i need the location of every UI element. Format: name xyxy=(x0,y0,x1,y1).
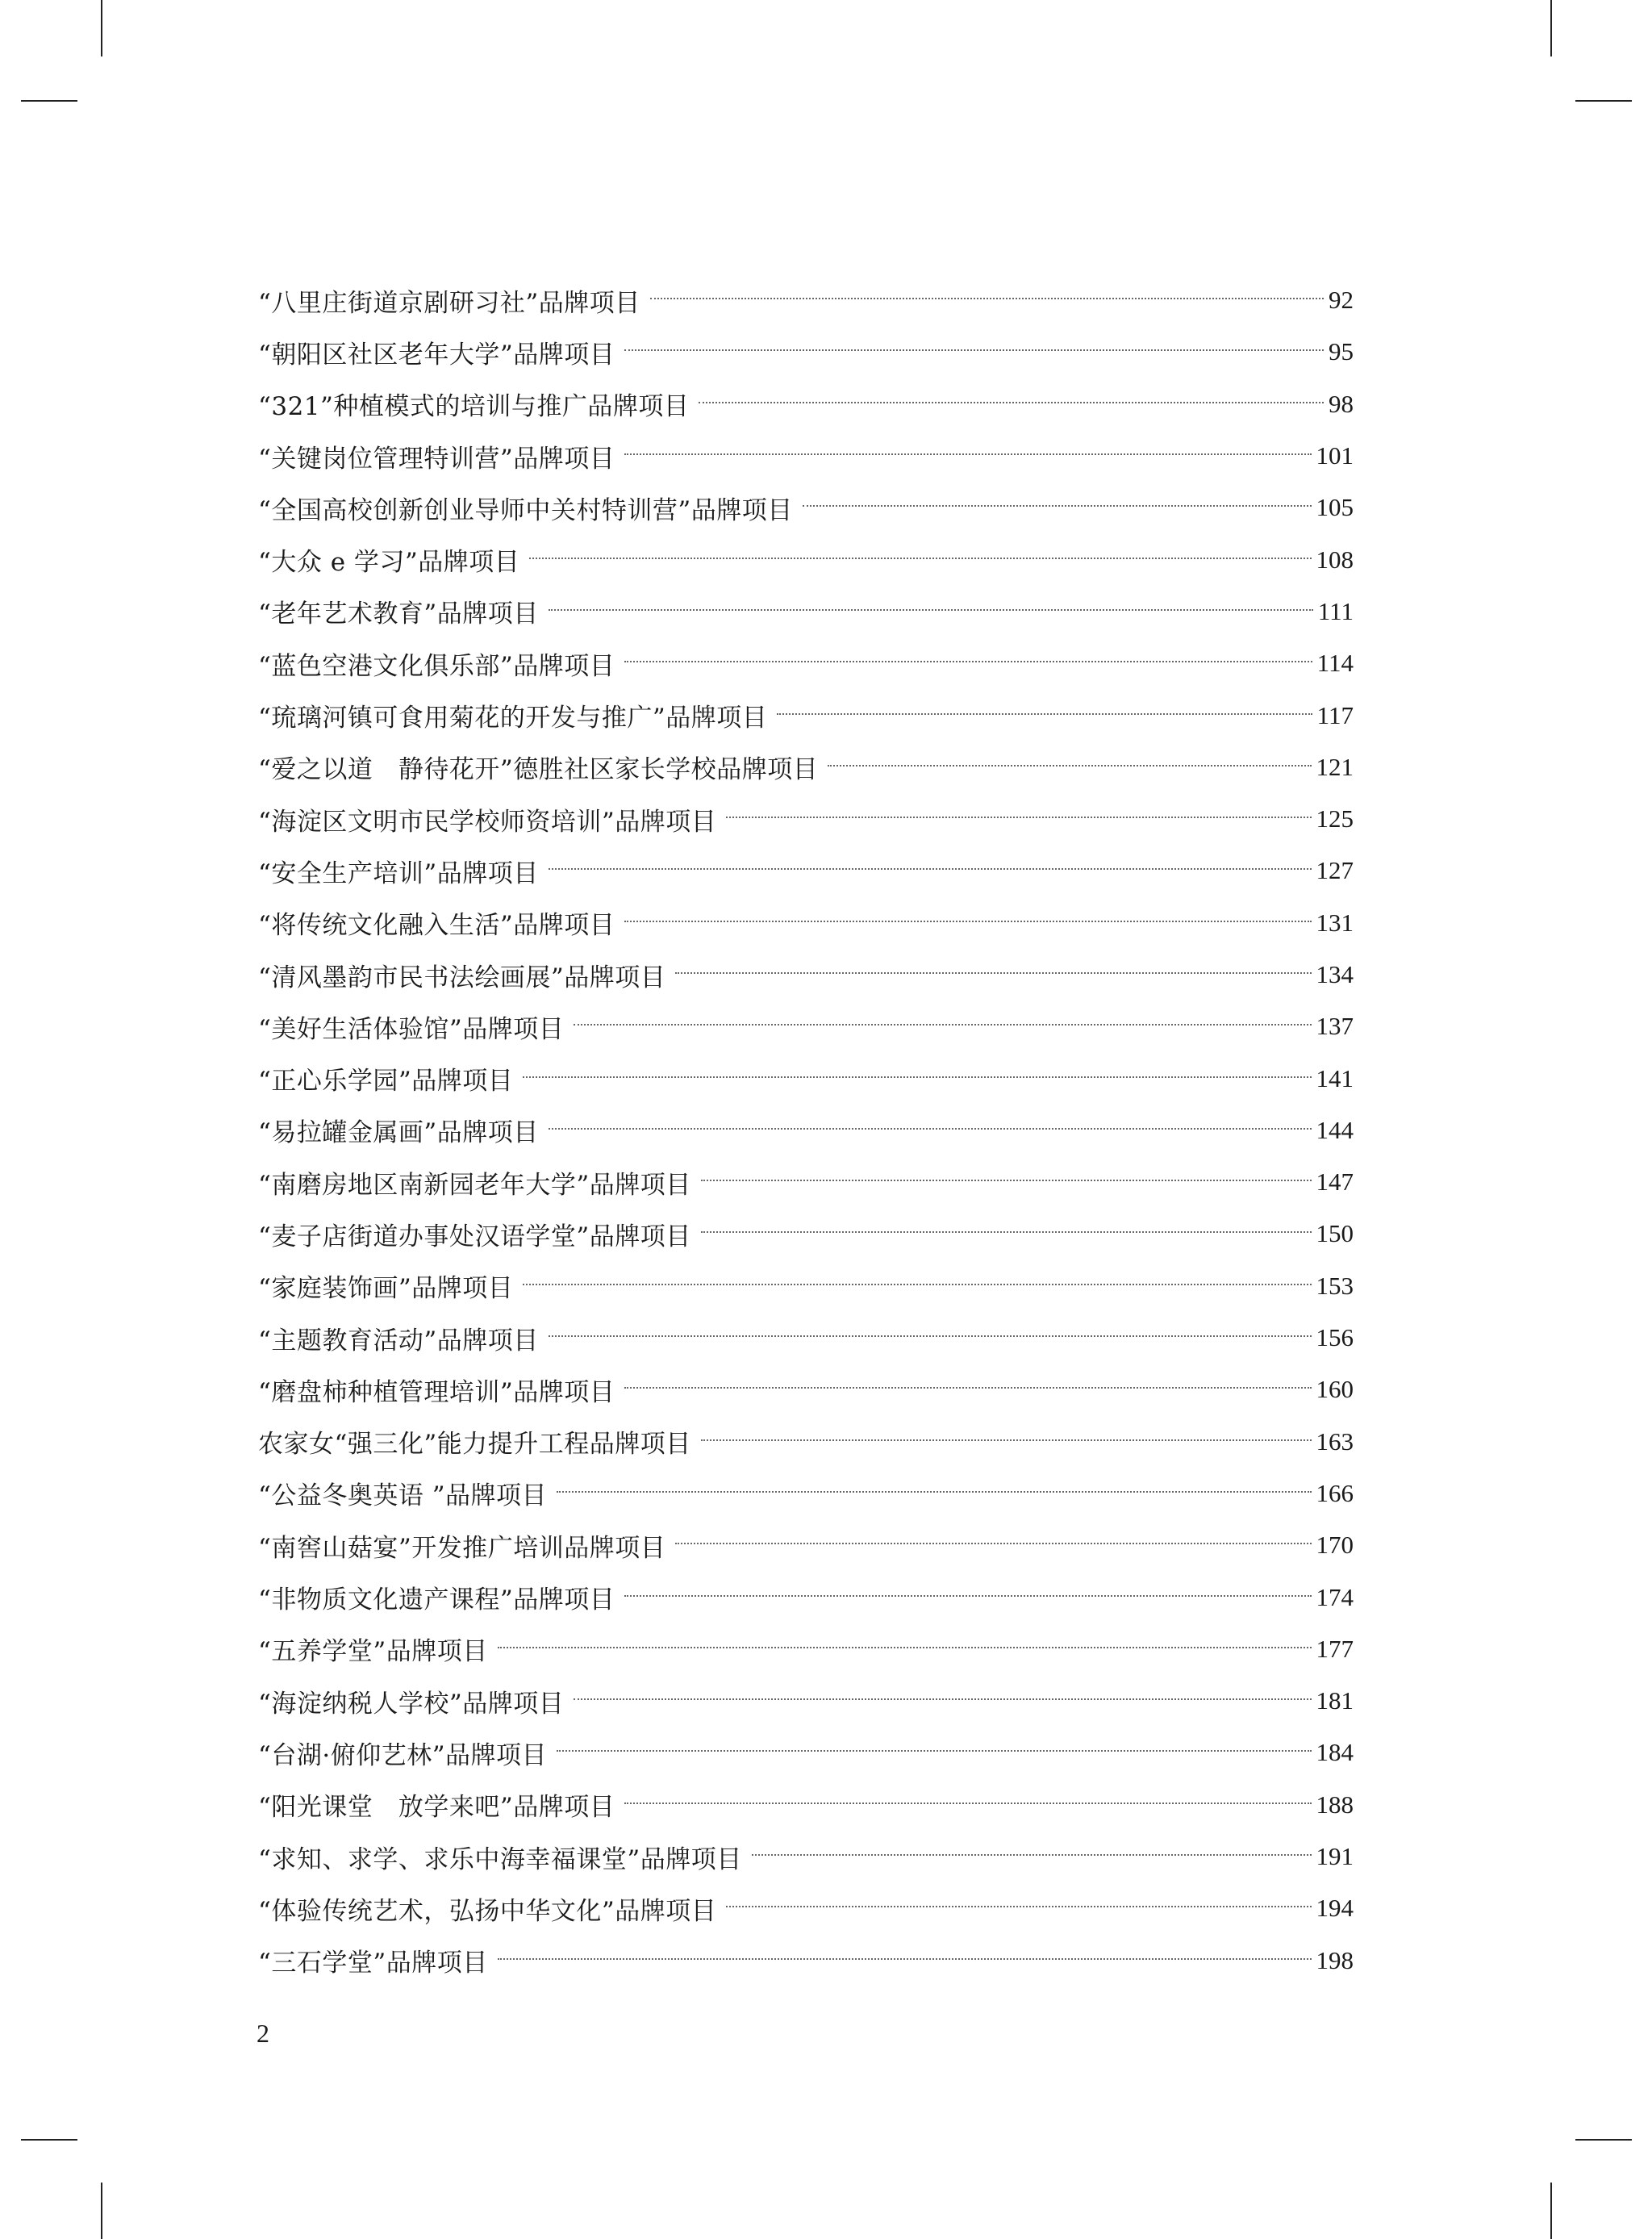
toc-entry-page: 147 xyxy=(1316,1168,1354,1197)
toc-entry-title: “家庭装饰画”品牌项目 xyxy=(258,1274,514,1304)
toc-entry[interactable] xyxy=(258,1000,1354,1052)
toc-entry-page: 121 xyxy=(1316,752,1354,781)
toc-entry-page: 114 xyxy=(1316,649,1354,678)
toc-entry-title: “清风墨韵市民书法绘画展”品牌项目 xyxy=(258,963,666,992)
toc-entry-page: 170 xyxy=(1316,1531,1354,1560)
toc-entry-title: “阳光课堂 放学来吧”品牌项目 xyxy=(258,1793,615,1823)
toc-entry-page: 188 xyxy=(1316,1790,1354,1819)
toc-entry[interactable] xyxy=(258,1156,1354,1208)
toc-entry-title: “321”种植模式的培训与推广品牌项目 xyxy=(258,392,690,422)
toc-dot-leader xyxy=(624,1595,1311,1597)
toc-dot-leader xyxy=(624,921,1311,922)
toc-dot-leader xyxy=(549,1128,1312,1130)
toc-entry[interactable] xyxy=(258,1623,1354,1675)
toc-dot-leader xyxy=(726,1906,1311,1907)
toc-entry-title: “将传统文化融入生活”品牌项目 xyxy=(258,911,615,941)
toc-entry[interactable] xyxy=(258,1519,1354,1571)
toc-entry[interactable] xyxy=(258,1935,1354,1986)
toc-entry-title: “老年艺术教育”品牌项目 xyxy=(258,599,539,629)
toc-entry[interactable] xyxy=(258,741,1354,793)
toc-entry-page: 108 xyxy=(1316,545,1354,574)
toc-entry-title: “求知、求学、求乐中海幸福课堂”品牌项目 xyxy=(258,1844,742,1874)
crop-mark-top-left xyxy=(101,0,102,56)
toc-entry-page: 153 xyxy=(1316,1271,1354,1300)
toc-entry-page: 194 xyxy=(1316,1894,1354,1923)
toc-entry-page: 101 xyxy=(1316,441,1354,470)
table-of-contents xyxy=(258,274,1354,1986)
toc-entry[interactable] xyxy=(258,378,1354,430)
toc-entry-page: 163 xyxy=(1316,1427,1354,1456)
toc-entry-page: 127 xyxy=(1316,856,1354,885)
toc-entry-page: 125 xyxy=(1316,804,1354,833)
toc-entry-title: “海淀纳税人学校”品牌项目 xyxy=(258,1689,565,1719)
toc-entry-title: “海淀区文明市民学校师资培训”品牌项目 xyxy=(258,807,717,837)
toc-entry[interactable] xyxy=(258,1052,1354,1104)
toc-entry[interactable] xyxy=(258,274,1354,326)
toc-entry-page: 95 xyxy=(1329,337,1354,366)
crop-mark-top-right xyxy=(1550,0,1552,56)
toc-entry-title: “八里庄街道京剧研习社”品牌项目 xyxy=(258,288,640,318)
toc-dot-leader xyxy=(549,868,1312,870)
toc-entry-title: “五养学堂”品牌项目 xyxy=(258,1637,488,1667)
crop-mark-bottom-left xyxy=(21,2139,77,2141)
toc-dot-leader xyxy=(529,558,1311,559)
toc-entry-title: “朝阳区社区老年大学”品牌项目 xyxy=(258,340,615,370)
toc-entry-title: “琉璃河镇可食用菊花的开发与推广”品牌项目 xyxy=(258,704,768,733)
toc-entry-title: “南磨房地区南新园老年大学”品牌项目 xyxy=(258,1170,691,1200)
toc-entry-page: 177 xyxy=(1316,1634,1354,1663)
toc-entry-title: “三石学堂”品牌项目 xyxy=(258,1949,488,1978)
crop-mark-bottom-right xyxy=(1575,2139,1632,2141)
toc-entry-page: 174 xyxy=(1316,1582,1354,1611)
toc-entry[interactable] xyxy=(258,793,1354,845)
toc-entry-title: “公益冬奥英语 ”品牌项目 xyxy=(258,1481,548,1511)
toc-entry[interactable] xyxy=(258,326,1354,378)
toc-entry-title: “关键岗位管理特训营”品牌项目 xyxy=(258,444,615,474)
toc-entry[interactable] xyxy=(258,1675,1354,1727)
toc-entry-page: 117 xyxy=(1316,700,1354,729)
toc-entry-page: 105 xyxy=(1316,493,1354,522)
toc-dot-leader xyxy=(557,1750,1311,1752)
toc-dot-leader xyxy=(624,1802,1311,1804)
toc-entry[interactable] xyxy=(258,1882,1354,1934)
toc-entry[interactable] xyxy=(258,1571,1354,1623)
toc-dot-leader xyxy=(828,765,1311,767)
toc-entry-page: 98 xyxy=(1329,389,1354,418)
toc-entry-title: 农家女“强三化”能力提升工程品牌项目 xyxy=(258,1430,691,1460)
toc-entry-title: “爱之以道 静待花开”德胜社区家长学校品牌项目 xyxy=(258,755,819,785)
toc-entry[interactable] xyxy=(258,1364,1354,1415)
toc-dot-leader xyxy=(523,1284,1311,1285)
crop-mark-bottom-right xyxy=(1550,2183,1552,2239)
toc-dot-leader xyxy=(624,349,1324,351)
toc-dot-leader xyxy=(557,1491,1311,1493)
toc-entry[interactable] xyxy=(258,482,1354,533)
toc-entry-page: 156 xyxy=(1316,1323,1354,1352)
toc-entry-title: “易拉罐金属画”品牌项目 xyxy=(258,1118,539,1148)
toc-entry[interactable] xyxy=(258,897,1354,949)
toc-dot-leader xyxy=(777,713,1312,715)
toc-dot-leader xyxy=(549,609,1313,611)
toc-entry[interactable] xyxy=(258,1208,1354,1259)
toc-entry-title: “体验传统艺术，弘扬中华文化”品牌项目 xyxy=(258,1896,717,1926)
toc-entry[interactable] xyxy=(258,1831,1354,1882)
toc-dot-leader xyxy=(574,1698,1311,1700)
toc-entry[interactable] xyxy=(258,533,1354,585)
toc-entry-title: “麦子店街道办事处汉语学堂”品牌项目 xyxy=(258,1222,691,1251)
toc-entry-page: 160 xyxy=(1316,1375,1354,1404)
toc-entry-title: “台湖·俯仰艺林”品牌项目 xyxy=(258,1740,548,1770)
toc-entry[interactable] xyxy=(258,1779,1354,1831)
toc-dot-leader xyxy=(574,1024,1311,1026)
toc-dot-leader xyxy=(675,972,1311,974)
toc-entry-title: “主题教育活动”品牌项目 xyxy=(258,1326,539,1356)
toc-entry-page: 144 xyxy=(1316,1115,1354,1144)
toc-entry-title: “正心乐学园”品牌项目 xyxy=(258,1067,514,1097)
toc-entry-title: “安全生产培训”品牌项目 xyxy=(258,858,539,888)
toc-dot-leader xyxy=(523,1076,1311,1078)
crop-mark-bottom-left xyxy=(101,2183,102,2239)
toc-dot-leader xyxy=(549,1335,1312,1337)
toc-entry[interactable] xyxy=(258,586,1354,637)
toc-entry-title: “蓝色空港文化俱乐部”品牌项目 xyxy=(258,651,615,681)
toc-entry-page: 191 xyxy=(1316,1842,1354,1871)
toc-dot-leader xyxy=(498,1958,1312,1960)
toc-entry-title: “全国高校创新创业导师中关村特训营”品牌项目 xyxy=(258,495,793,525)
toc-entry[interactable] xyxy=(258,1416,1354,1468)
crop-mark-top-right xyxy=(1575,100,1632,102)
toc-dot-leader xyxy=(498,1647,1312,1648)
toc-entry-page: 198 xyxy=(1316,1945,1354,1974)
toc-entry[interactable] xyxy=(258,949,1354,1000)
toc-dot-leader xyxy=(650,298,1324,299)
toc-dot-leader xyxy=(752,1854,1312,1856)
toc-dot-leader xyxy=(701,1180,1312,1181)
toc-entry[interactable] xyxy=(258,1312,1354,1364)
toc-entry[interactable] xyxy=(258,1260,1354,1312)
page-number: 2 xyxy=(257,2019,269,2048)
toc-dot-leader xyxy=(701,1231,1312,1233)
toc-entry[interactable] xyxy=(258,430,1354,482)
toc-entry-page: 141 xyxy=(1316,1063,1354,1092)
toc-entry-page: 184 xyxy=(1316,1738,1354,1767)
toc-entry[interactable] xyxy=(258,689,1354,741)
toc-dot-leader xyxy=(675,1543,1311,1544)
toc-entry[interactable] xyxy=(258,1105,1354,1156)
toc-entry-page: 131 xyxy=(1316,908,1354,937)
toc-entry-page: 92 xyxy=(1329,286,1354,315)
toc-entry-title: “美好生活体验馆”品牌项目 xyxy=(258,1014,565,1044)
toc-entry-title: “大众 e 学习”品牌项目 xyxy=(258,548,520,578)
toc-entry-title: “非物质文化遗产课程”品牌项目 xyxy=(258,1585,615,1615)
toc-dot-leader xyxy=(624,453,1311,455)
toc-entry-page: 166 xyxy=(1316,1478,1354,1507)
toc-entry[interactable] xyxy=(258,845,1354,896)
toc-entry-title: “南窖山菇宴”开发推广培训品牌项目 xyxy=(258,1533,666,1563)
crop-mark-top-left xyxy=(21,100,77,102)
toc-entry[interactable] xyxy=(258,637,1354,689)
toc-dot-leader xyxy=(624,661,1312,662)
toc-entry-page: 181 xyxy=(1316,1686,1354,1715)
toc-dot-leader xyxy=(624,1387,1311,1389)
toc-entry-page: 150 xyxy=(1316,1219,1354,1248)
toc-entry-title: “磨盘柿种植管理培训”品牌项目 xyxy=(258,1377,615,1407)
toc-entry-page: 111 xyxy=(1317,596,1354,625)
toc-entry-page: 137 xyxy=(1316,1012,1354,1041)
toc-dot-leader xyxy=(701,1439,1312,1441)
toc-dot-leader xyxy=(699,402,1324,403)
toc-entry-page: 134 xyxy=(1316,960,1354,988)
toc-dot-leader xyxy=(803,505,1312,507)
toc-entry[interactable] xyxy=(258,1727,1354,1778)
toc-entry[interactable] xyxy=(258,1468,1354,1519)
toc-dot-leader xyxy=(726,817,1311,818)
